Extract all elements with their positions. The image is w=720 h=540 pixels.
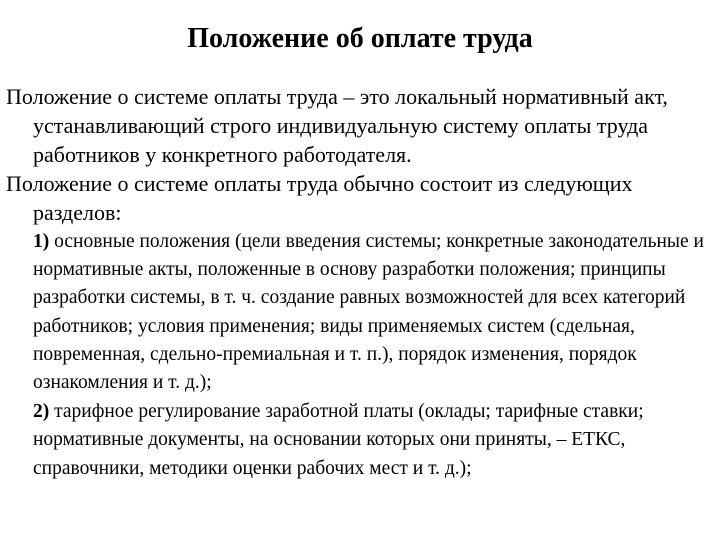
section-number: 2) bbox=[33, 401, 50, 423]
section-item-1 bbox=[6, 228, 712, 397]
paragraph-sections-intro: Положение о системе оплаты труда обычно состоит из следующих разделов: bbox=[6, 171, 633, 225]
section-item-2 bbox=[6, 398, 712, 483]
slide-title: Положение об оплате труда bbox=[187, 23, 533, 54]
section-text: основные положения (цели введения системы; конкретные законодательные и нормативные акты, положенные в основу разработки положения; принципы разработки системы, в т. ч. создание равных возможностей для всех категорий работников; условия применения; виды применяемых систем (сдельная, повременная, сдельно-премиальная и т. п.), порядок изменения, порядок ознакомления и т. д.); bbox=[33, 231, 704, 394]
paragraph-definition: Положение о системе оплаты труда – это локальный нормативный акт, устанавливающий строго индивидуальную систему оплаты труда работников у конкретного работодателя. bbox=[6, 84, 668, 167]
section-number: 1) bbox=[33, 231, 50, 252]
slide-body bbox=[6, 82, 712, 483]
section-text: тарифное регулирование заработной платы (оклады; тарифные ставки; нормативные документы, на основании которых они приняты, – ЕТКС, справочники, методики оценки рабочих мест и т. д.); bbox=[33, 401, 644, 479]
